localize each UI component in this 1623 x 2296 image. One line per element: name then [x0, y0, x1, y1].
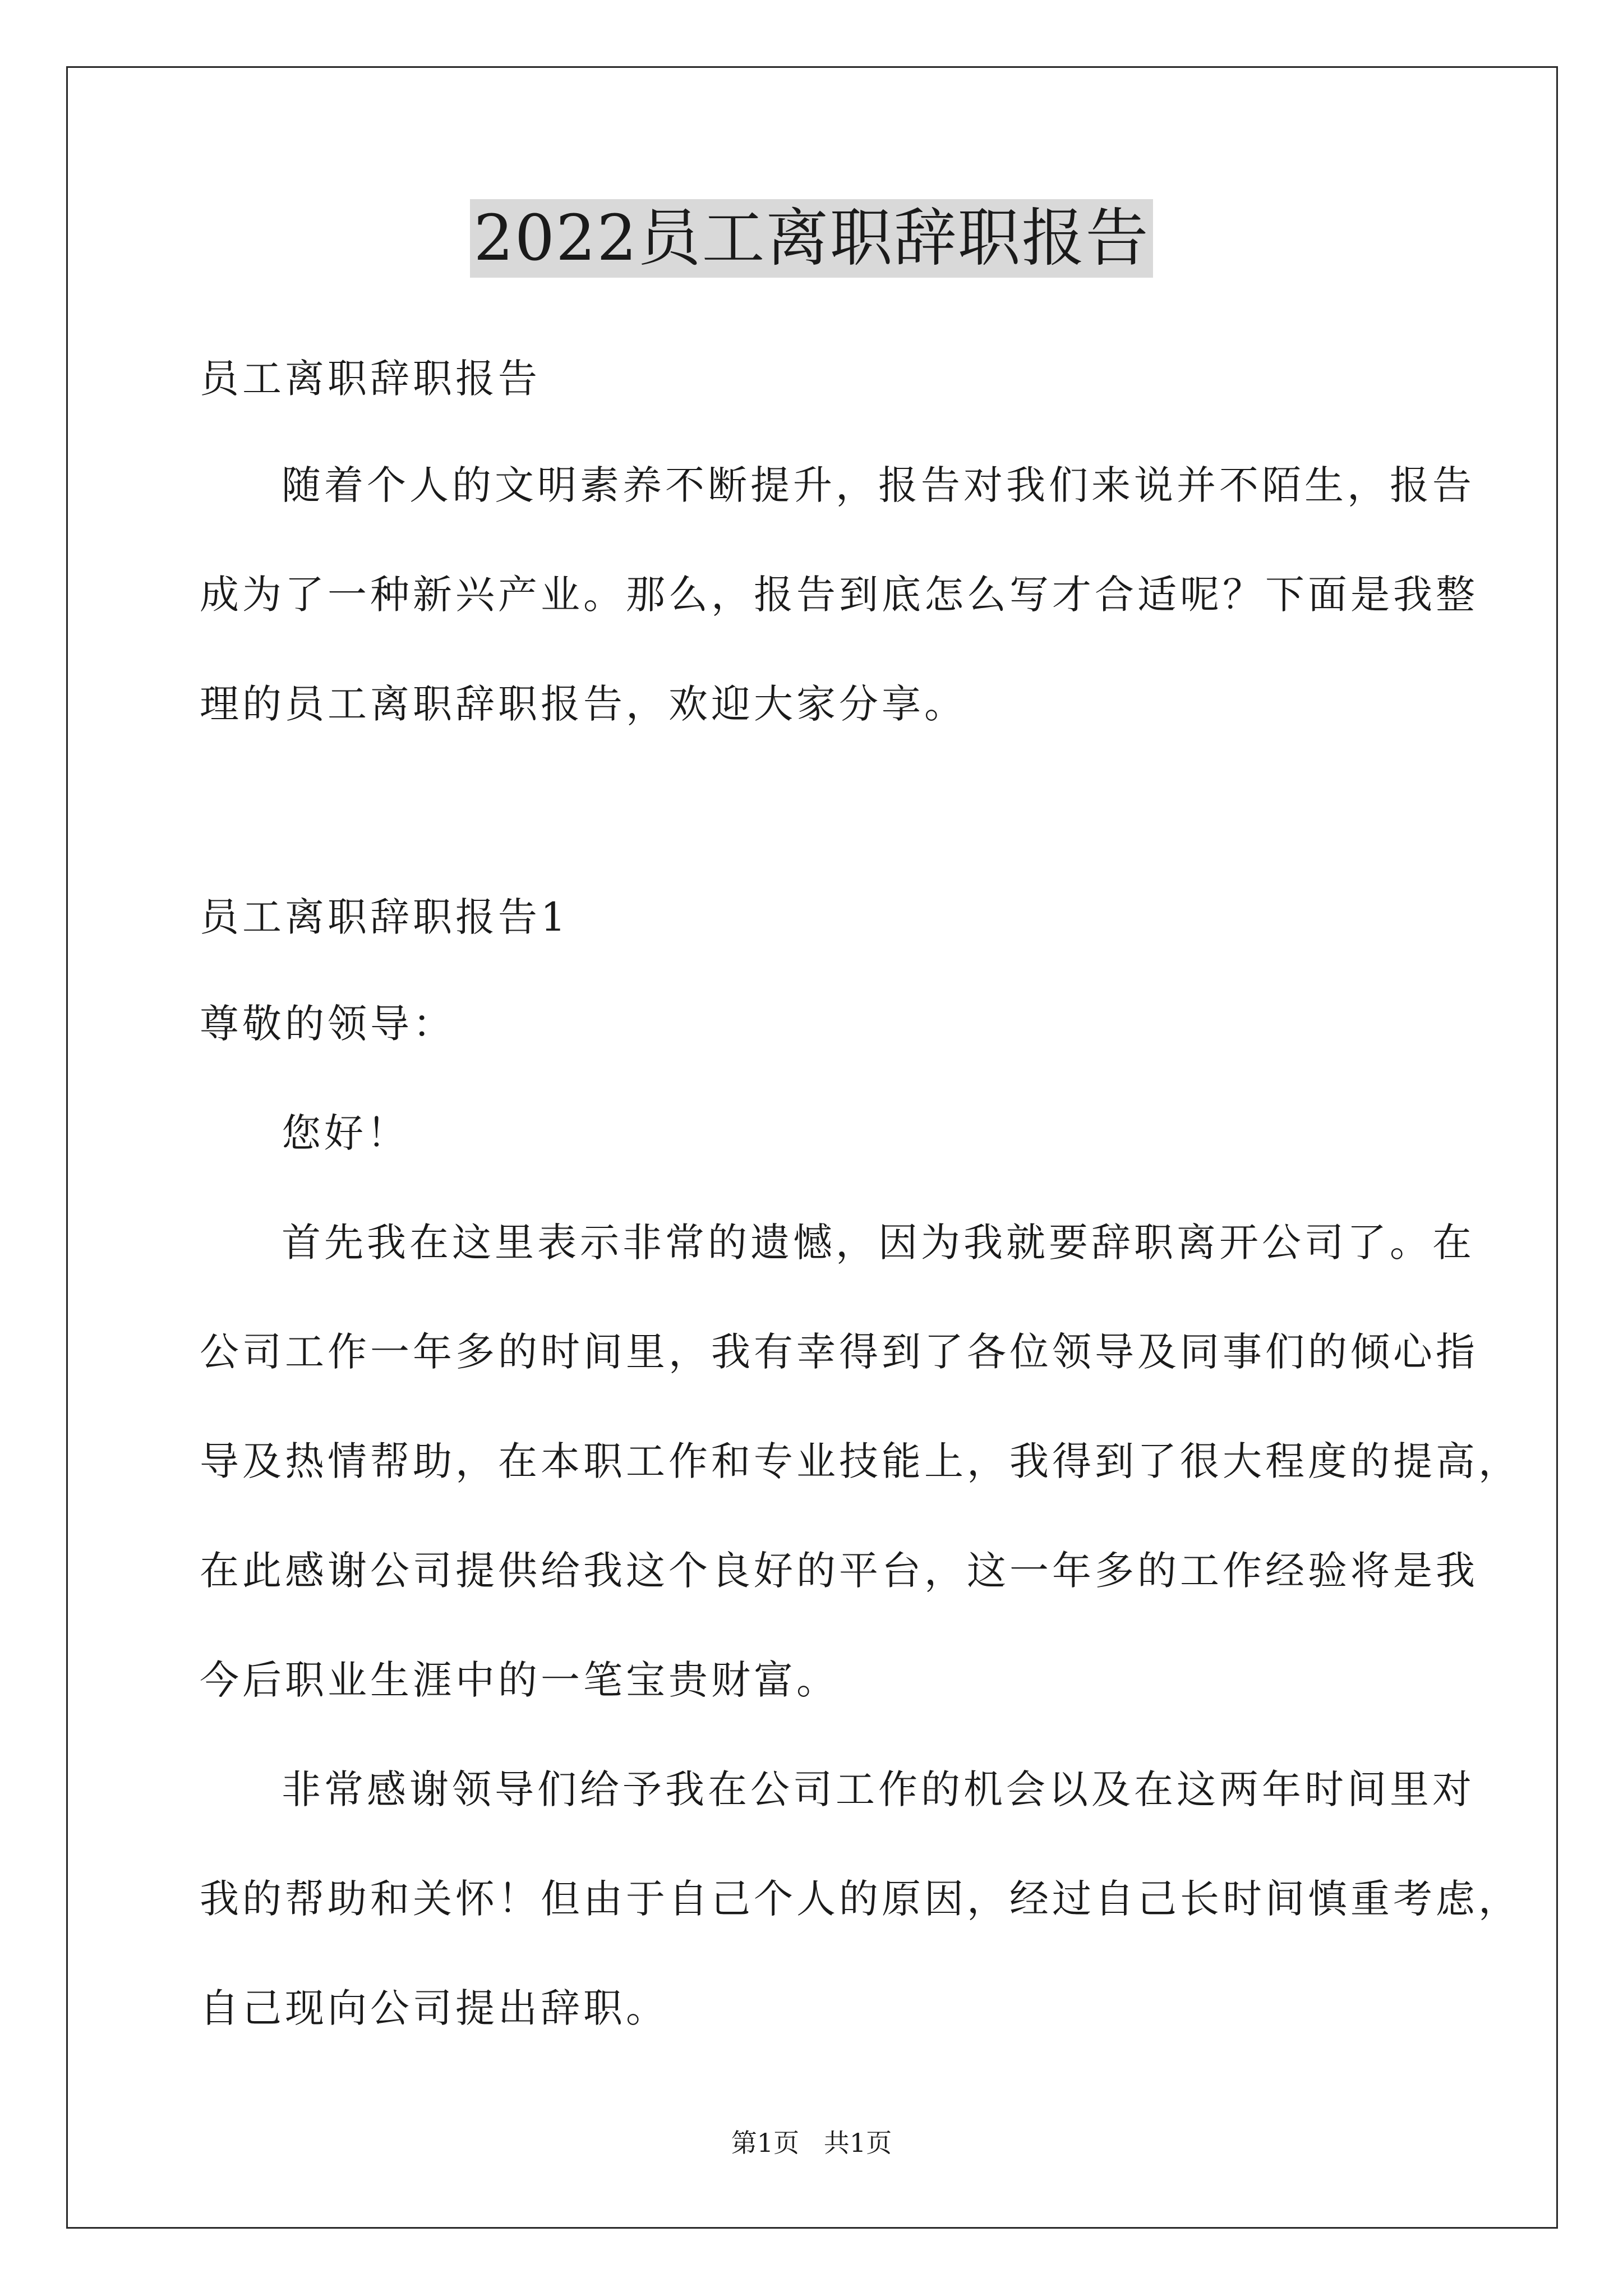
body-line-6: 非常感谢领导们给予我在公司工作的机会以及在这两年时间里对 — [282, 1766, 1475, 1812]
greeting: 您好！ — [282, 1110, 409, 1156]
intro-line-3: 理的员工离职辞职报告，欢迎大家分享。 — [200, 681, 967, 727]
body-line-3: 导及热情帮助，在本职工作和专业技能上，我得到了很大程度的提高， — [200, 1438, 1521, 1484]
intro-line-1: 随着个人的文明素养不断提升，报告对我们来说并不陌生，报告 — [282, 462, 1475, 508]
body-line-1: 首先我在这里表示非常的遗憾，因为我就要辞职离开公司了。在 — [282, 1220, 1475, 1266]
salutation: 尊敬的领导： — [200, 1001, 455, 1047]
body-line-4: 在此感谢公司提供给我这个良好的平台，这一年多的工作经验将是我 — [200, 1548, 1478, 1594]
body-line-7: 我的帮助和关怀！但由于自己个人的原因，经过自己长时间慎重考虑， — [200, 1876, 1521, 1922]
section-heading: 员工离职辞职报告1 — [200, 894, 569, 940]
document-title: 2022员工离职辞职报告 — [470, 199, 1152, 278]
body-line-8: 自己现向公司提出辞职。 — [200, 1985, 668, 2031]
title-container — [0, 199, 1623, 278]
body-line-2: 公司工作一年多的时间里，我有幸得到了各位领导及同事们的倾心指 — [200, 1329, 1478, 1375]
intro-line-2: 成为了一种新兴产业。那么，报告到底怎么写才合适呢？下面是我整 — [200, 572, 1478, 618]
subtitle: 员工离职辞职报告 — [200, 356, 541, 402]
body-line-5: 今后职业生涯中的一笔宝贵财富。 — [200, 1657, 839, 1703]
page-footer: 第1页 共1页 — [731, 2128, 892, 2158]
